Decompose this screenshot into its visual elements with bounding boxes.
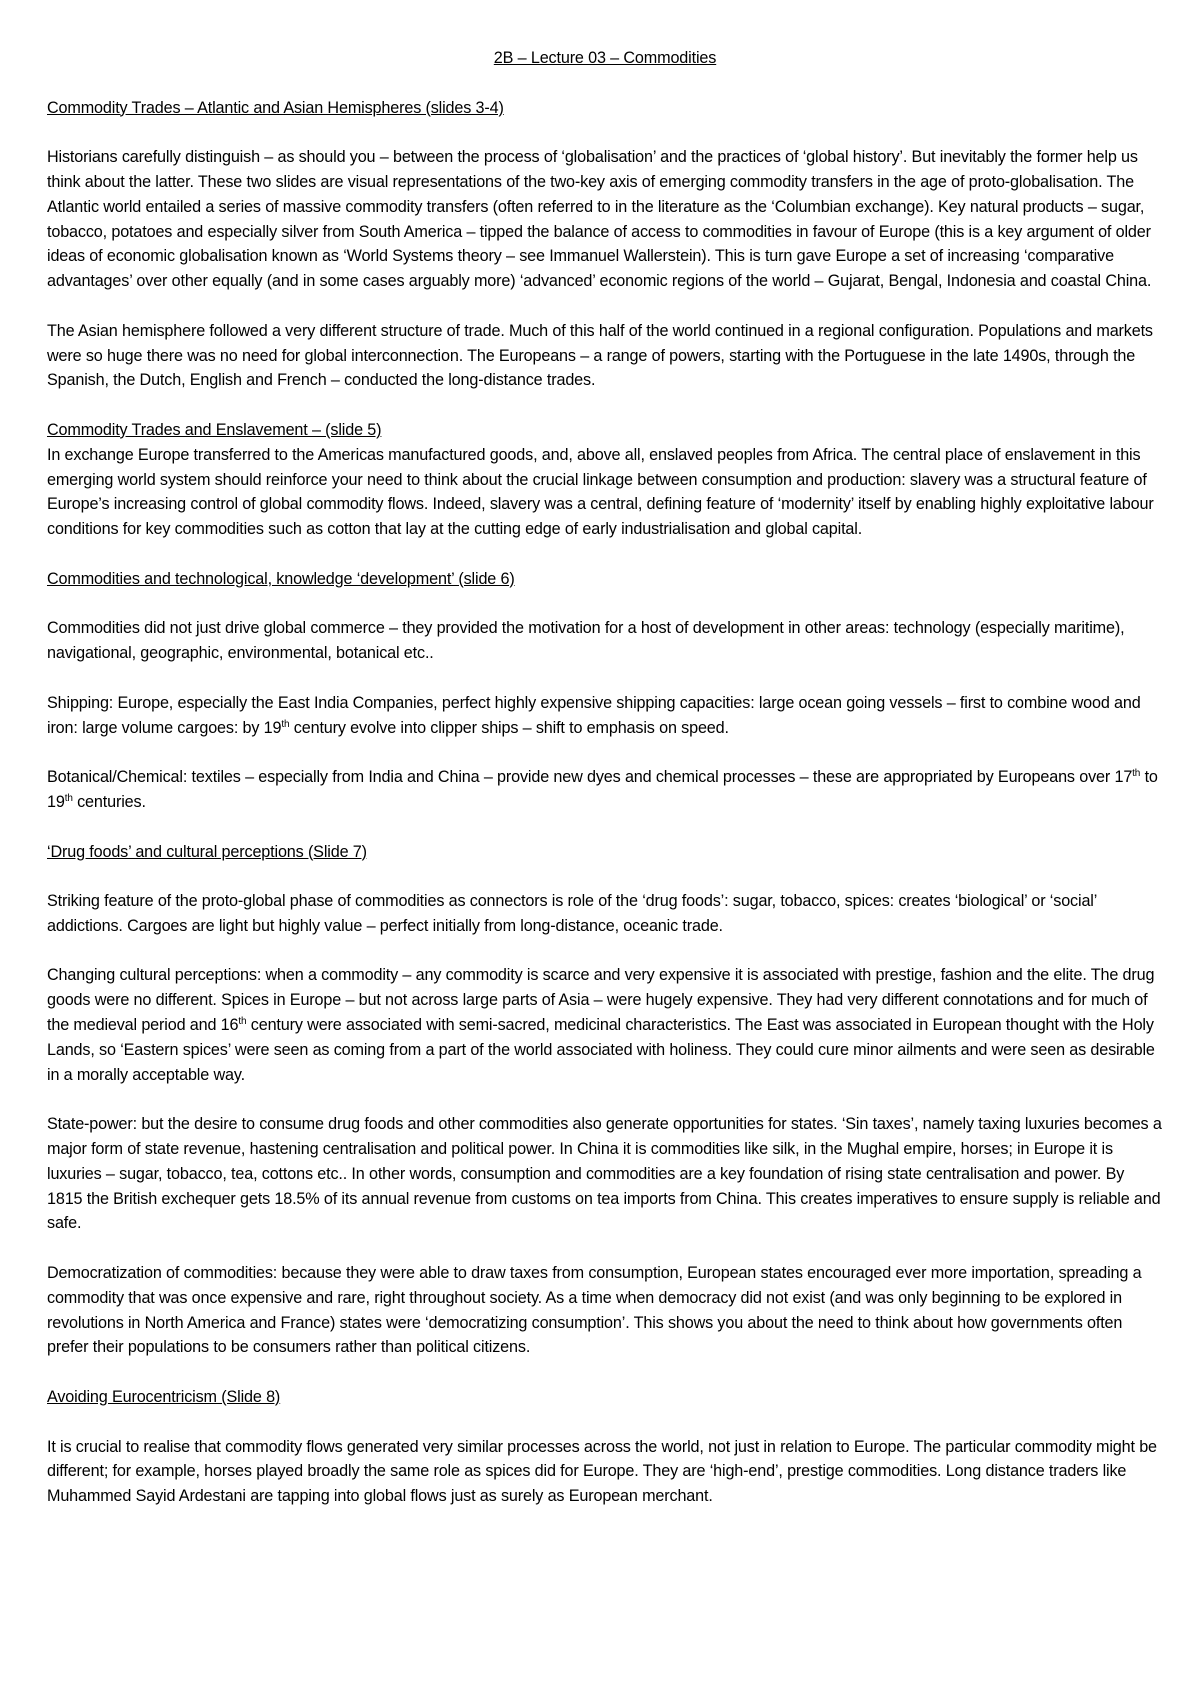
paragraph-eurocentricism: It is crucial to realise that commodity flows generated very similar processes across the world, not just in relation to Europe. The particular commodity might be different; for example, horses played broadly the same role as spices did for Europe. They are ‘high-end’, prestige commodities. Long distance traders like Muhammed Sayid Ardestani are tapping into global flows just as surely as European merchant. — [47, 1437, 1157, 1506]
section-heading-drug-foods: ‘Drug foods’ and cultural perceptions (Slide 7) — [47, 842, 367, 861]
document-page — [47, 46, 1163, 1534]
section-heading-development: Commodities and technological, knowledge ‘development’ (slide 6) — [47, 569, 515, 588]
botanical-text-b: to 19 — [47, 768, 1158, 811]
paragraph-botanical — [47, 765, 1163, 815]
paragraph-cultural-perceptions — [47, 963, 1163, 1087]
cultural-superscript: th — [238, 1016, 247, 1028]
paragraph-shipping — [47, 691, 1163, 741]
paragraph-globalisation: Historians carefully distinguish – as should you – between the process of ‘globalisation’ and the practices of ‘global history’. But inevitably the former help us think about the latter. These two slides are visual representations of the two-key axis of emerging commodity transfers in the age of proto-globalisation. The Atlantic world entailed a series of massive commodity transfers (often referred to in the literature as the ‘Columbian exchange). Key natural products – sugar, tobacco, potatoes and especially silver from South America – tipped the balance of access to commodities in favour of Europe (this is a key argument of older ideas of economic globalisation known as ‘World Systems theory – see Immanuel Wallerstein). This is turn gave Europe a set of increasing ‘comparative advantages’ over other equally (and in some cases arguably more) ‘advanced’ economic regions of the world – Gujarat, Bengal, Indonesia and coastal China. — [47, 148, 1152, 291]
document-title: 2B – Lecture 03 – Commodities — [493, 49, 717, 67]
section-heading-enslavement: Commodity Trades and Enslavement – (slide 5) — [47, 420, 382, 439]
paragraph-state-power: State-power: but the desire to consume drug foods and other commodities also generate opportunities for states. ‘Sin taxes’, namely taxing luxuries becomes a major form of state revenue, hastening centralisation and political power. In China it is commodities like silk, in the Mughal empire, horses; in Europe it is luxuries – sugar, tobacco, tea, cottons etc.. In other words, consumption and commodities are a key foundation of rising state centralisation and power. By 1815 the British exchequer gets 18.5% of its annual revenue from customs on tea imports from China. This creates imperatives to ensure supply is reliable and safe. — [47, 1115, 1162, 1233]
botanical-text-a: Botanical/Chemical: textiles – especially from India and China – provide new dyes and chemical processes – these are appropriated by Europeans over 17 — [47, 768, 1133, 787]
paragraph-commodities-development: Commodities did not just drive global commerce – they provided the motivation for a host of development in other areas: technology (especially maritime), navigational, geographic, environmental, botanical etc.. — [47, 619, 1125, 663]
botanical-superscript-2: th — [64, 792, 73, 804]
shipping-superscript: th — [281, 718, 290, 730]
shipping-text-b: century evolve into clipper ships – shift to emphasis on speed. — [289, 718, 729, 737]
section-heading-eurocentricism: Avoiding Eurocentricism (Slide 8) — [47, 1388, 281, 1407]
paragraph-asian-hemisphere: The Asian hemisphere followed a very different structure of trade. Much of this half of the world continued in a regional configuration. Populations and markets were so huge there was no need for global interconnection. The Europeans – a range of powers, starting with the Portuguese in the late 1490s, through the Spanish, the Dutch, English and French – conducted the long-distance trades. — [47, 321, 1153, 390]
cultural-text-b: century were associated with semi-sacred, medicinal characteristics. The East was associated in European thought with the Holy Lands, so ‘Eastern spices’ were seen as coming from a part of the world associated with holiness. They could cure minor ailments and were seen as desirable in a morally acceptable way. — [47, 1016, 1155, 1084]
paragraph-democratization: Democratization of commodities: because they were able to draw taxes from consumption, European states encouraged ever more importation, spreading a commodity that was once expensive and rare, right throughout society. As a time when democracy did not exist (and was only beginning to be explored in revolutions in North America and France) states were ‘democratizing consumption’. This shows you about the need to think about how governments often prefer their populations to be consumers rather than political citizens. — [47, 1264, 1142, 1357]
section-heading-atlantic-asian: Commodity Trades – Atlantic and Asian Hemispheres (slides 3-4) — [47, 98, 504, 117]
botanical-superscript-1: th — [1132, 768, 1141, 780]
paragraph-enslavement: In exchange Europe transferred to the Americas manufactured goods, and, above all, enslaved peoples from Africa. The central place of enslavement in this emerging world system should reinforce your need to think about the crucial linkage between consumption and production: slavery was a structural feature of Europe’s increasing control of global commodity flows. Indeed, slavery was a central, defining feature of ‘modernity’ itself by enabling highly exploitative labour conditions for key commodities such as cotton that lay at the cutting edge of early industrialisation and global capital. — [47, 445, 1154, 539]
botanical-text-c: centuries. — [72, 792, 146, 811]
paragraph-drug-foods: Striking feature of the proto-global phase of commodities as connectors is role of the ‘drug foods’: sugar, tobacco, spices: creates ‘biological’ or ‘social’ addictions. Cargoes are light but highly value – perfect initially from long-distance, oceanic trade. — [47, 892, 1097, 935]
cultural-text-a: Changing cultural perceptions: when a commodity – any commodity is scarce and very expensive it is associated with prestige, fashion and the elite. The drug goods were no different. Spices in Europe – but not across large parts of Asia – were hugely expensive. They had very different connotations and for much of the medieval period and 16 — [47, 966, 1155, 1035]
shipping-text-a: Shipping: Europe, especially the East India Companies, perfect highly expensive shipping capacities: large ocean going vessels – first to combine wood and iron: large volume cargoes: by 19 — [47, 693, 1141, 737]
